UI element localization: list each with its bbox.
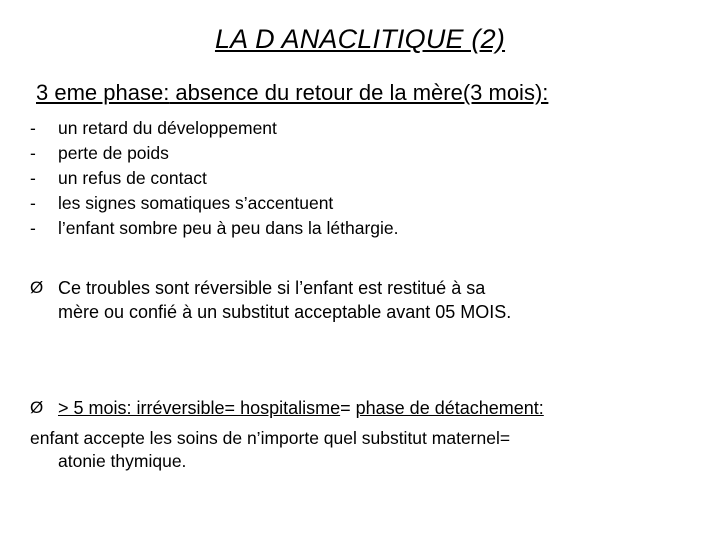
phase-heading-rest: absence du retour de la mère(3 mois): <box>169 80 549 105</box>
slide-title: LA D ANACLITIQUE (2) <box>214 24 506 54</box>
list-item-text: un refus de contact <box>58 168 207 188</box>
note-line: mère ou confié à un substitut acceptable avant 05 MOIS. <box>58 302 512 322</box>
list-item-text: les signes somatiques s’accentuent <box>58 193 334 213</box>
detachement-description: enfant accepte les soins de n’importe quel substitut maternel= <box>30 428 511 448</box>
equals-text: = <box>340 398 356 418</box>
irreversibility-note <box>30 396 544 420</box>
list-item <box>30 141 399 166</box>
phase-heading <box>36 80 548 106</box>
arrow-bullet-icon: Ø <box>30 278 44 297</box>
list-item-text: perte de poids <box>58 143 169 163</box>
dash-marker: - <box>30 218 36 238</box>
dash-marker: - <box>30 168 36 188</box>
reversibility-note <box>30 276 511 324</box>
arrow-bullet-icon: Ø <box>30 398 44 417</box>
note-text: Ce troubles sont réversible si l’enfant est restitué à sa <box>58 278 486 298</box>
detachement-text: phase de détachement: <box>355 398 544 418</box>
list-item <box>30 216 399 241</box>
list-item <box>30 116 399 141</box>
dash-marker: - <box>30 143 36 163</box>
note-text <box>58 396 544 420</box>
list-item <box>30 191 399 216</box>
note-line <box>30 396 544 420</box>
list-item-text: l’enfant sombre peu à peu dans la léthargie. <box>58 218 399 238</box>
note-line <box>30 276 511 300</box>
dash-marker: - <box>30 118 36 138</box>
list-item-text: un retard du développement <box>58 118 277 138</box>
phase-heading-number: 3 eme phase: <box>36 80 170 105</box>
list-item <box>30 166 399 191</box>
hospitalisme-text: > 5 mois: irréversible= hospitalisme <box>58 398 341 418</box>
dash-marker: - <box>30 193 36 213</box>
detachement-description-continued: atonie thymique. <box>58 451 187 471</box>
symptom-list <box>30 116 399 241</box>
